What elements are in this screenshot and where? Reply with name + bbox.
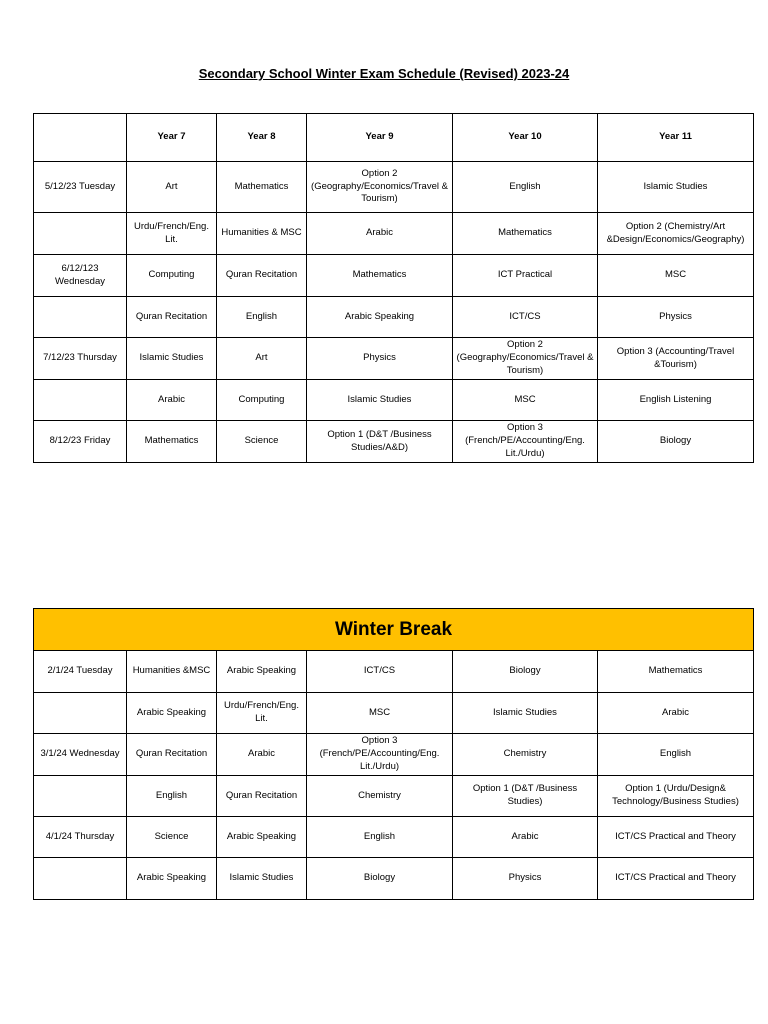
table-header-row bbox=[34, 114, 754, 162]
cell-year-8: Islamic Studies bbox=[217, 858, 307, 900]
header-year-9: Year 9 bbox=[307, 114, 453, 162]
cell-date: 3/1/24 Wednesday bbox=[34, 734, 127, 776]
cell-date bbox=[34, 213, 127, 255]
exam-schedule-table-january bbox=[33, 608, 754, 900]
cell-year-8: Quran Recitation bbox=[217, 776, 307, 817]
cell-year-10: Option 3 (French/PE/Accounting/Eng. Lit./Urdu) bbox=[453, 421, 598, 463]
table-row bbox=[34, 776, 754, 817]
cell-year-9: Arabic bbox=[307, 213, 453, 255]
cell-date bbox=[34, 297, 127, 338]
cell-year-9: English bbox=[307, 817, 453, 858]
winter-break-banner: Winter Break bbox=[34, 609, 754, 651]
cell-year-11: Mathematics bbox=[598, 651, 754, 693]
cell-year-9: Chemistry bbox=[307, 776, 453, 817]
cell-year-11: English bbox=[598, 734, 754, 776]
table-row bbox=[34, 693, 754, 734]
cell-year-11: Option 3 (Accounting/Travel &Tourism) bbox=[598, 338, 754, 380]
cell-year-7: English bbox=[127, 776, 217, 817]
table-row bbox=[34, 297, 754, 338]
cell-date bbox=[34, 776, 127, 817]
cell-date: 4/1/24 Thursday bbox=[34, 817, 127, 858]
cell-year-8: Arabic Speaking bbox=[217, 651, 307, 693]
cell-year-9: ICT/CS bbox=[307, 651, 453, 693]
cell-year-9: Mathematics bbox=[307, 255, 453, 297]
cell-year-9: Arabic Speaking bbox=[307, 297, 453, 338]
table-row bbox=[34, 162, 754, 213]
cell-year-9: Option 1 (D&T /Business Studies/A&D) bbox=[307, 421, 453, 463]
cell-date: 6/12/123 Wednesday bbox=[34, 255, 127, 297]
table-row bbox=[34, 255, 754, 297]
cell-year-10: Physics bbox=[453, 858, 598, 900]
cell-year-11: English Listening bbox=[598, 380, 754, 421]
cell-year-8: Quran Recitation bbox=[217, 255, 307, 297]
cell-year-8: Arabic bbox=[217, 734, 307, 776]
cell-date bbox=[34, 858, 127, 900]
cell-year-10: Islamic Studies bbox=[453, 693, 598, 734]
header-date bbox=[34, 114, 127, 162]
cell-year-8: Computing bbox=[217, 380, 307, 421]
header-year-11: Year 11 bbox=[598, 114, 754, 162]
table-row bbox=[34, 338, 754, 380]
cell-year-7: Arabic Speaking bbox=[127, 858, 217, 900]
header-year-10: Year 10 bbox=[453, 114, 598, 162]
cell-year-7: Quran Recitation bbox=[127, 734, 217, 776]
cell-year-10: ICT Practical bbox=[453, 255, 598, 297]
cell-date: 7/12/23 Thursday bbox=[34, 338, 127, 380]
cell-year-8: Science bbox=[217, 421, 307, 463]
cell-year-7: Humanities &MSC bbox=[127, 651, 217, 693]
cell-year-11: Arabic bbox=[598, 693, 754, 734]
winter-break-row bbox=[34, 609, 754, 651]
cell-year-8: English bbox=[217, 297, 307, 338]
page-title: Secondary School Winter Exam Schedule (Revised) 2023-24 bbox=[198, 66, 570, 81]
table-row bbox=[34, 380, 754, 421]
cell-year-7: Arabic Speaking bbox=[127, 693, 217, 734]
schedule-body-january bbox=[34, 609, 754, 900]
cell-year-10: Mathematics bbox=[453, 213, 598, 255]
cell-year-8: Art bbox=[217, 338, 307, 380]
cell-year-10: Option 1 (D&T /Business Studies) bbox=[453, 776, 598, 817]
table-row bbox=[34, 734, 754, 776]
table-row bbox=[34, 213, 754, 255]
cell-year-10: Biology bbox=[453, 651, 598, 693]
exam-schedule-table-december bbox=[33, 113, 754, 463]
cell-date: 5/12/23 Tuesday bbox=[34, 162, 127, 213]
table-row bbox=[34, 421, 754, 463]
cell-year-9: MSC bbox=[307, 693, 453, 734]
cell-year-10: ICT/CS bbox=[453, 297, 598, 338]
cell-year-11: MSC bbox=[598, 255, 754, 297]
cell-year-10: English bbox=[453, 162, 598, 213]
cell-date bbox=[34, 693, 127, 734]
cell-year-11: Biology bbox=[598, 421, 754, 463]
cell-year-7: Arabic bbox=[127, 380, 217, 421]
cell-year-7: Computing bbox=[127, 255, 217, 297]
cell-date: 2/1/24 Tuesday bbox=[34, 651, 127, 693]
schedule-body-december bbox=[34, 162, 754, 463]
cell-year-10: MSC bbox=[453, 380, 598, 421]
cell-date bbox=[34, 380, 127, 421]
header-year-8: Year 8 bbox=[217, 114, 307, 162]
cell-year-8: Humanities & MSC bbox=[217, 213, 307, 255]
table-row bbox=[34, 817, 754, 858]
cell-year-11: Option 2 (Chemistry/Art &Design/Economics/Geography) bbox=[598, 213, 754, 255]
cell-year-10: Chemistry bbox=[453, 734, 598, 776]
cell-year-11: ICT/CS Practical and Theory bbox=[598, 858, 754, 900]
cell-year-7: Urdu/French/Eng. Lit. bbox=[127, 213, 217, 255]
cell-year-9: Option 2 (Geography/Economics/Travel & Tourism) bbox=[307, 162, 453, 213]
cell-year-7: Quran Recitation bbox=[127, 297, 217, 338]
cell-year-8: Arabic Speaking bbox=[217, 817, 307, 858]
cell-year-11: Physics bbox=[598, 297, 754, 338]
cell-year-9: Physics bbox=[307, 338, 453, 380]
header-year-7: Year 7 bbox=[127, 114, 217, 162]
cell-year-8: Mathematics bbox=[217, 162, 307, 213]
cell-year-7: Art bbox=[127, 162, 217, 213]
cell-year-10: Option 2 (Geography/Economics/Travel & Tourism) bbox=[453, 338, 598, 380]
table-row bbox=[34, 651, 754, 693]
cell-year-7: Science bbox=[127, 817, 217, 858]
cell-year-9: Islamic Studies bbox=[307, 380, 453, 421]
cell-year-10: Arabic bbox=[453, 817, 598, 858]
table-row bbox=[34, 858, 754, 900]
cell-year-11: ICT/CS Practical and Theory bbox=[598, 817, 754, 858]
cell-year-7: Mathematics bbox=[127, 421, 217, 463]
cell-date: 8/12/23 Friday bbox=[34, 421, 127, 463]
cell-year-11: Islamic Studies bbox=[598, 162, 754, 213]
cell-year-11: Option 1 (Urdu/Design& Technology/Business Studies) bbox=[598, 776, 754, 817]
cell-year-9: Biology bbox=[307, 858, 453, 900]
cell-year-9: Option 3 (French/PE/Accounting/Eng. Lit./Urdu) bbox=[307, 734, 453, 776]
cell-year-7: Islamic Studies bbox=[127, 338, 217, 380]
cell-year-8: Urdu/French/Eng. Lit. bbox=[217, 693, 307, 734]
